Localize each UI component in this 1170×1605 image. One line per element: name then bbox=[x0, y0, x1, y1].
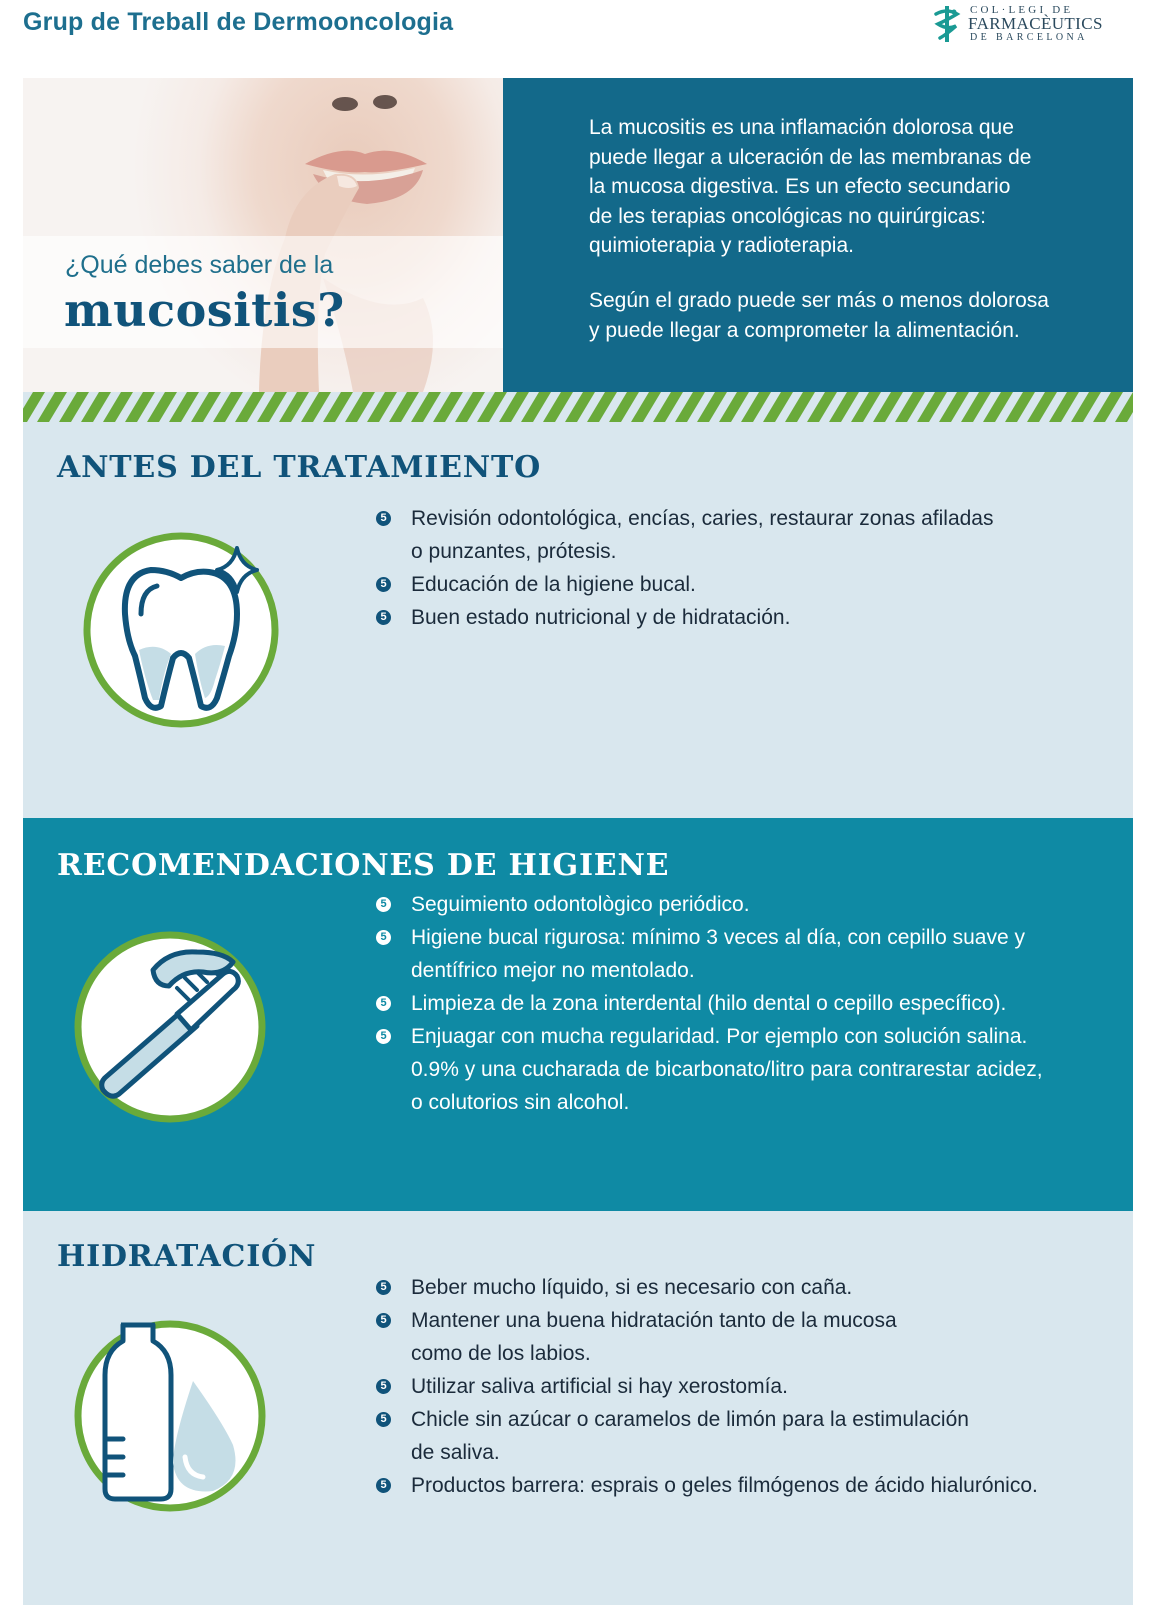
tooth-sparkle-icon bbox=[81, 530, 281, 730]
green-stripe-divider bbox=[23, 392, 1133, 422]
list-item bbox=[376, 987, 1043, 1020]
logo-line-2: FARMACÈUTICS bbox=[968, 14, 1103, 33]
section-before-treatment bbox=[23, 422, 1133, 818]
bullet-icon: 5 bbox=[376, 1280, 391, 1295]
caduceus-icon bbox=[930, 4, 964, 44]
hero-paragraph-line: la mucosa digestiva. Es un efecto secundario bbox=[589, 175, 1011, 198]
list-item-line: Higiene bucal rigurosa: mínimo 3 veces al día, con cepillo suave y bbox=[411, 926, 1025, 949]
bullet-icon: 5 bbox=[376, 930, 391, 945]
bullet-icon: 5 bbox=[376, 1029, 391, 1044]
list-item-line: Enjuagar con mucha regularidad. Por ejemplo con solución salina. bbox=[411, 1025, 1028, 1048]
list-item-line: Productos barrera: esprais o geles filmógenos de ácido hialurónico. bbox=[411, 1474, 1038, 1497]
toothbrush-icon bbox=[73, 930, 267, 1124]
hero-question: ¿Qué debes saber de la bbox=[65, 251, 334, 279]
bullet-icon: 5 bbox=[376, 610, 391, 625]
hero-paragraph-line: quimioterapia y radioterapia. bbox=[589, 234, 854, 257]
section-title: ANTES DEL TRATAMIENTO bbox=[57, 450, 542, 485]
hero-paragraph-line: Según el grado puede ser más o menos dolorosa bbox=[589, 289, 1049, 312]
list-item bbox=[376, 502, 993, 568]
bullet-icon: 5 bbox=[376, 1412, 391, 1427]
list-item-line: Revisión odontológica, encías, caries, restaurar zonas afiladas bbox=[411, 507, 994, 530]
list-item-line: Chicle sin azúcar o caramelos de limón para la estimulación bbox=[411, 1408, 969, 1431]
list-item-line: dentífrico mejor no mentolado. bbox=[411, 959, 695, 982]
list-item-line: Utilizar saliva artificial si hay xerostomía. bbox=[411, 1375, 788, 1398]
list-item bbox=[376, 1020, 1043, 1119]
list-item-line: Beber mucho líquido, si es necesario con caña. bbox=[411, 1276, 853, 1299]
logo-line-3: DE BARCELONA bbox=[970, 32, 1088, 43]
hero-paragraph-line: y puede llegar a comprometer la alimentación. bbox=[589, 318, 1020, 342]
list-item-line: Seguimiento odontològico periódico. bbox=[411, 893, 750, 916]
list-item bbox=[376, 1304, 1038, 1370]
list-item-line: Mantener una buena hidratación tanto de la mucosa bbox=[411, 1309, 897, 1332]
list-item-line: de saliva. bbox=[411, 1441, 500, 1464]
list-item bbox=[376, 921, 1043, 987]
hydration-list bbox=[376, 1271, 1038, 1502]
section-title: RECOMENDACIONES DE HIGIENE bbox=[57, 848, 670, 883]
list-item-line: Educación de la higiene bucal. bbox=[411, 573, 696, 596]
bullet-icon: 5 bbox=[376, 1478, 391, 1493]
list-item bbox=[376, 1469, 1038, 1502]
hero-paragraph-line: La mucositis es una inflamación dolorosa que bbox=[589, 116, 1014, 139]
water-bottle-drop-icon bbox=[73, 1319, 267, 1513]
list-item-line: o colutorios sin alcohol. bbox=[411, 1091, 630, 1114]
list-item-line: Buen estado nutricional y de hidratación. bbox=[411, 606, 791, 629]
bullet-icon: 5 bbox=[376, 996, 391, 1011]
hero-keyword: mucositis? bbox=[64, 283, 345, 337]
hero-paragraph-1 bbox=[589, 113, 1119, 261]
list-item bbox=[376, 1403, 1038, 1469]
page-header bbox=[0, 0, 1170, 78]
hero-paragraph-2 bbox=[589, 286, 1119, 345]
logo-line-1: COL·LEGI DE bbox=[970, 4, 1074, 16]
list-item bbox=[376, 601, 993, 634]
list-item-line: Limpieza de la zona interdental (hilo dental o cepillo específico). bbox=[411, 992, 1007, 1015]
college-logo bbox=[930, 2, 1140, 48]
bullet-icon: 5 bbox=[376, 897, 391, 912]
bullet-icon: 5 bbox=[376, 1313, 391, 1328]
list-item-line: como de los labios. bbox=[411, 1342, 591, 1365]
list-item-line: o punzantes, prótesis. bbox=[411, 540, 617, 563]
bullet-icon: 5 bbox=[376, 577, 391, 592]
group-title: Grup de Treball de Dermooncologia bbox=[23, 8, 454, 36]
hero-banner bbox=[23, 78, 1133, 392]
list-item bbox=[376, 568, 993, 601]
face-lips-photo bbox=[23, 78, 503, 392]
hero-paragraph-line: de les terapias oncológicas no quirúrgicas: bbox=[589, 204, 986, 228]
bullet-icon: 5 bbox=[376, 1379, 391, 1394]
list-item bbox=[376, 888, 1043, 921]
list-item bbox=[376, 1370, 1038, 1403]
hygiene-list bbox=[376, 888, 1043, 1119]
section-hydration bbox=[23, 1211, 1133, 1605]
hero-paragraph-line: puede llegar a ulceración de las membranas de bbox=[589, 145, 1032, 169]
list-item-line: 0.9% y una cucharada de bicarbonato/litro para contrarestar acidez, bbox=[411, 1058, 1043, 1081]
hero-description-panel bbox=[503, 78, 1133, 392]
bullet-icon: 5 bbox=[376, 511, 391, 526]
section-title: HIDRATACIÓN bbox=[57, 1239, 317, 1274]
section-hygiene bbox=[23, 818, 1133, 1211]
list-item bbox=[376, 1271, 1038, 1304]
before-treatment-list bbox=[376, 502, 993, 634]
